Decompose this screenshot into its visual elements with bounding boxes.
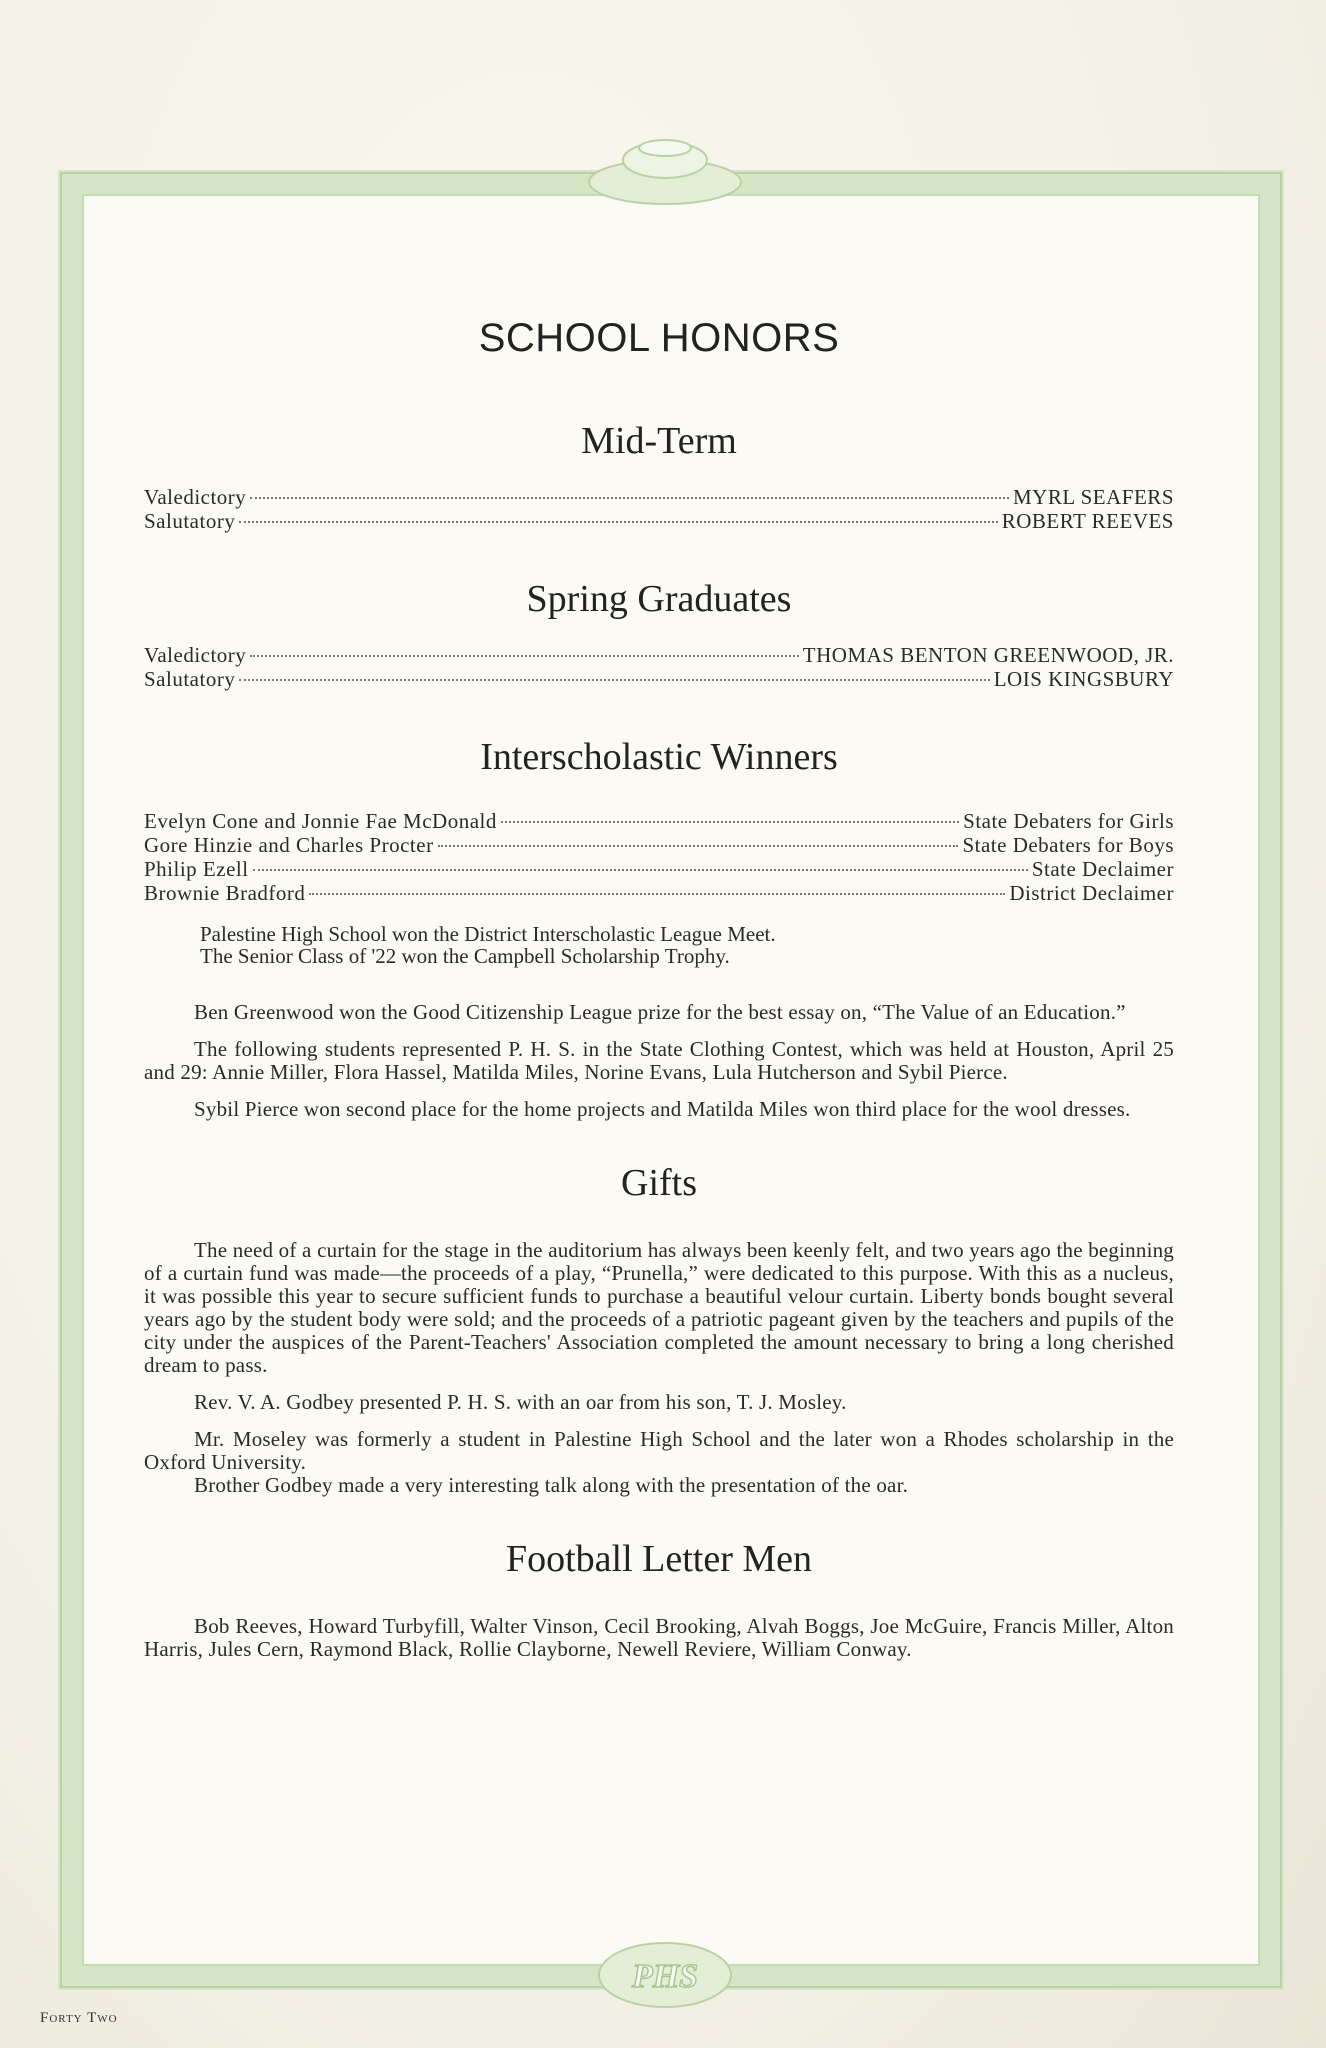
- honor-row: [144, 643, 1174, 667]
- honor-row: [144, 509, 1174, 533]
- paragraph: Mr. Moseley was formerly a student in Palestine High School and the later won a Rhodes scholarship in the Oxford University.: [144, 1427, 1174, 1474]
- honor-recipient: MYRL SEAFERS: [1012, 485, 1174, 509]
- section-heading-midterm: Mid-Term: [581, 420, 737, 462]
- winner-name: Brownie Bradford: [144, 881, 306, 905]
- page-number: Forty Two: [40, 2010, 118, 2026]
- section-heading-football: Football Letter Men: [505, 1538, 813, 1580]
- interscholastic-notes: [144, 923, 1174, 967]
- page-title: SCHOOL HONORS: [478, 316, 840, 360]
- paragraph: Bob Reeves, Howard Turbyfill, Walter Vinson, Cecil Brooking, Alvah Boggs, Joe McGuire, Francis Miller, Alton Harris, Jules Cern, Raymond Black, Rollie Clayborne, Newell Reviere, William Conway.: [144, 1614, 1174, 1661]
- winner-name: Gore Hinzie and Charles Procter: [144, 833, 434, 857]
- paragraph: Brother Godbey made a very interesting talk along with the presentation of the oar.: [194, 1473, 909, 1497]
- section-heading-gifts: Gifts: [621, 1162, 697, 1204]
- honor-label: Valedictory: [144, 643, 247, 667]
- dot-leader: [309, 893, 1005, 895]
- section-heading-interscholastic: Interscholastic Winners: [480, 736, 838, 778]
- winner-row: [144, 881, 1174, 905]
- football-paragraphs: [144, 1615, 1174, 1661]
- emblem-text: PHS: [631, 1958, 699, 1995]
- interscholastic-paragraphs: [144, 1001, 1174, 1121]
- honor-recipient: ROBERT REEVES: [1001, 509, 1174, 533]
- dot-leader: [253, 869, 1028, 871]
- dot-leader: [250, 497, 1009, 499]
- honor-label: Salutatory: [144, 509, 236, 533]
- winner-title: District Declaimer: [1009, 881, 1174, 905]
- winner-name: Philip Ezell: [144, 857, 249, 881]
- honor-row: [144, 667, 1174, 691]
- winner-title: State Debaters for Girls: [963, 809, 1174, 833]
- dot-leader: [250, 655, 799, 657]
- paragraph: The need of a curtain for the stage in the auditorium has always been keenly felt, and two years ago the beginning of a curtain fund was made—the proceeds of a play, “Prunella,” were dedicated to this purpose. With this as a nucleus, it was possible this year to secure sufficient funds to purchase a beautiful velour curtain. Liberty bonds bought several years ago by the student body were sold; and the proceeds of a patriotic pageant given by the teachers and pupils of the city under the auspices of the Parent-Teachers' Association completed the amount necessary to bring a long cherished dream to pass.: [144, 1238, 1174, 1377]
- winner-row: [144, 833, 1174, 857]
- honor-row: [144, 485, 1174, 509]
- note-line: Palestine High School won the District Interscholastic League Meet.: [200, 922, 776, 946]
- winner-name: Evelyn Cone and Jonnie Fae McDonald: [144, 809, 497, 833]
- midterm-honors-list: [144, 485, 1174, 533]
- page-content: [144, 300, 1174, 1675]
- spring-honors-list: [144, 643, 1174, 691]
- note-line: The Senior Class of '22 won the Campbell Scholarship Trophy.: [200, 944, 730, 968]
- winner-row: [144, 809, 1174, 833]
- paragraph: Ben Greenwood won the Good Citizenship League prize for the best essay on, “The Value of an Education.”: [194, 1000, 1126, 1024]
- paragraph: Rev. V. A. Godbey presented P. H. S. with an oar from his son, T. J. Mosley.: [194, 1390, 847, 1414]
- paragraph: Sybil Pierce won second place for the home projects and Matilda Miles won third place for the wool dresses.: [194, 1097, 1131, 1121]
- dot-leader: [239, 521, 997, 523]
- winner-title: State Declaimer: [1031, 857, 1174, 881]
- honor-recipient: THOMAS BENTON GREENWOOD, JR.: [802, 643, 1174, 667]
- winner-row: [144, 857, 1174, 881]
- paragraph: The following students represented P. H. S. in the State Clothing Contest, which was held at Houston, April 25 and 29: Annie Miller, Flora Hassel, Matilda Miles, Norine Evans, Lula Hutcherson and Sybil Pierce.: [144, 1037, 1174, 1084]
- honor-label: Salutatory: [144, 667, 236, 691]
- dot-leader: [501, 821, 959, 823]
- top-ornament-icon: [585, 130, 745, 210]
- dot-leader: [438, 845, 959, 847]
- honor-recipient: LOIS KINGSBURY: [993, 667, 1174, 691]
- interscholastic-winners-list: [144, 809, 1174, 905]
- gifts-paragraphs: [144, 1239, 1174, 1497]
- honor-label: Valedictory: [144, 485, 247, 509]
- section-heading-spring: Spring Graduates: [526, 578, 792, 620]
- winner-title: State Debaters for Boys: [962, 833, 1174, 857]
- phs-emblem-icon: [595, 1935, 735, 2015]
- dot-leader: [239, 679, 989, 681]
